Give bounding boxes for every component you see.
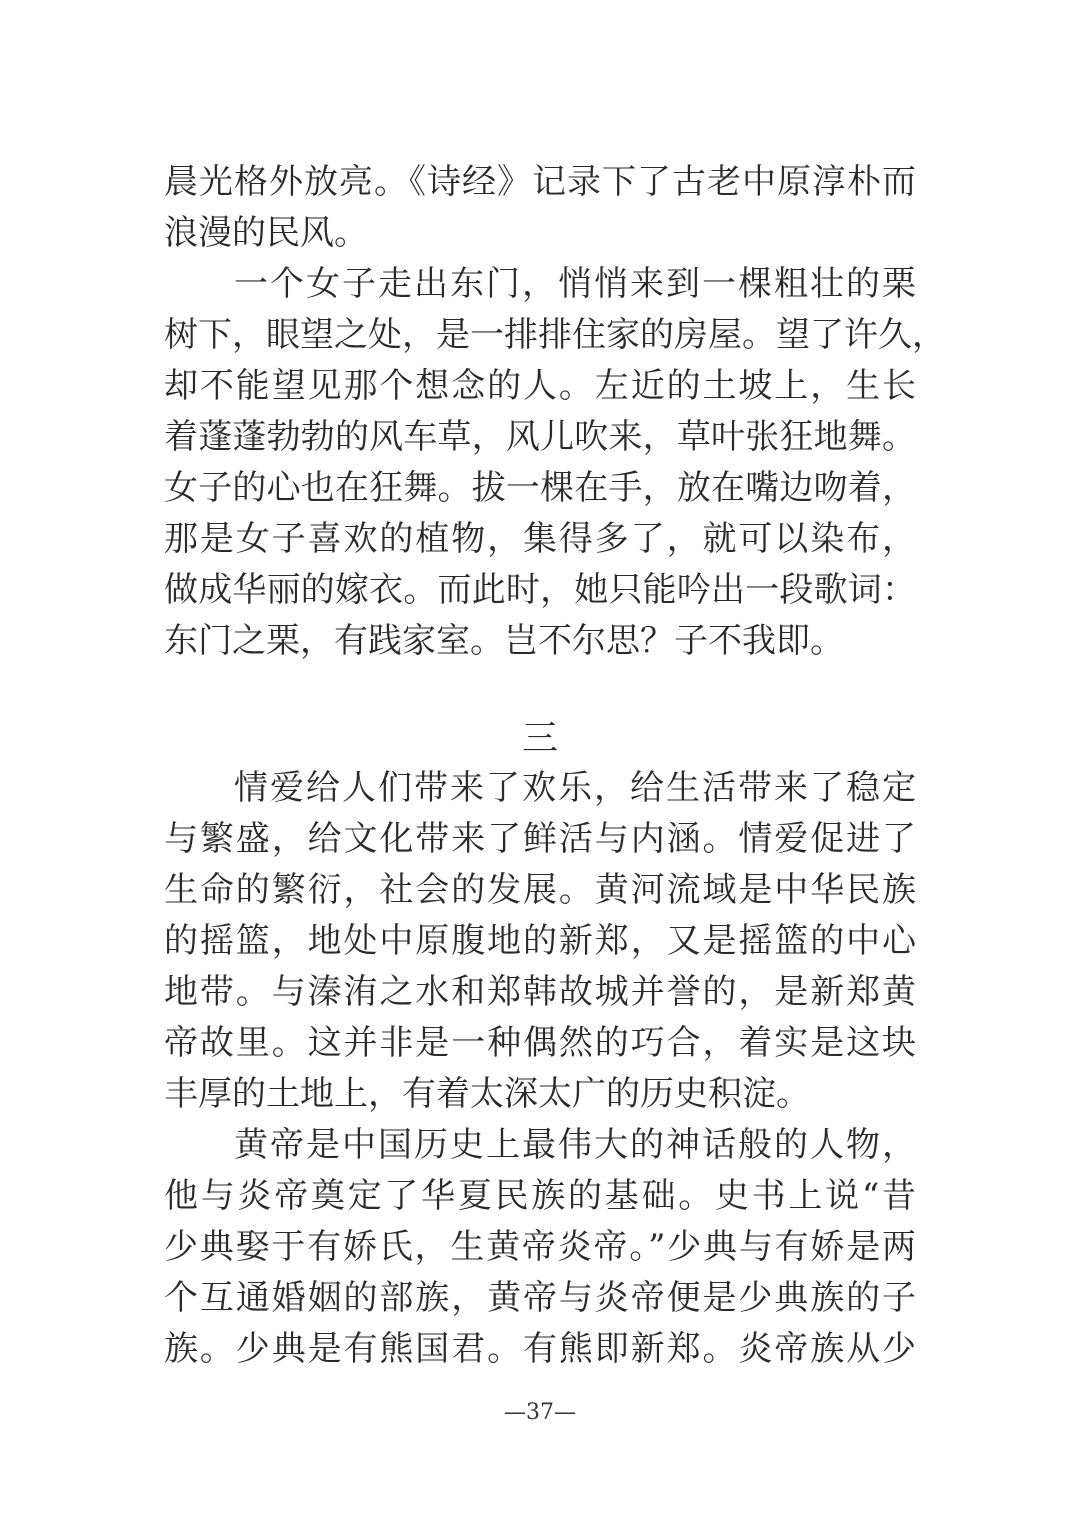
text-line: 丰厚的土地上，有着太深太广的历史积淀。 bbox=[164, 1074, 810, 1114]
text-line: 做成华丽的嫁衣。而此时，她只能吟出一段歌词： bbox=[164, 570, 916, 610]
text-line: 一个女子走出东门，悄悄来到一棵粗壮的栗 bbox=[234, 264, 916, 304]
paragraph-block-1 bbox=[164, 157, 946, 667]
page-number: —37— bbox=[504, 1400, 576, 1425]
text-line: 女子的心也在狂舞。拔一棵在手，放在嘴边吻着， bbox=[164, 468, 916, 508]
text-line: 帝故里。这并非是一种偶然的巧合，着实是这块 bbox=[164, 1023, 916, 1063]
paragraph-block-2 bbox=[164, 763, 916, 1375]
text-line: 晨光格外放亮。《诗经》记录下了古老中原淳朴而 bbox=[164, 162, 916, 202]
text-line: 他与炎帝奠定了华夏民族的基础。史书上说“昔 bbox=[164, 1176, 916, 1216]
text-line: 与繁盛，给文化带来了鲜活与内涵。情爱促进了 bbox=[164, 819, 916, 859]
text-line: 个互通婚姻的部族，黄帝与炎帝便是少典族的子 bbox=[164, 1278, 916, 1318]
text-line: 浪漫的民风。 bbox=[164, 213, 368, 253]
text-line: 族。少典是有熊国君。有熊即新郑。炎帝族从少 bbox=[164, 1329, 916, 1369]
text-line: 情爱给人们带来了欢乐，给生活带来了稳定 bbox=[234, 768, 916, 808]
text-line: 地带。与溱洧之水和郑韩故城并誉的，是新郑黄 bbox=[164, 972, 916, 1012]
section-heading: 三 bbox=[521, 718, 558, 759]
text-line: 少典娶于有娇氏，生黄帝炎帝。”少典与有娇是两 bbox=[164, 1227, 916, 1267]
text-line: 的摇篮，地处中原腹地的新郑，又是摇篮的中心 bbox=[164, 921, 916, 961]
text-line: 那是女子喜欢的植物，集得多了，就可以染布， bbox=[164, 519, 916, 559]
text-line: 东门之栗，有践家室。岂不尔思？子不我即。 bbox=[164, 621, 844, 661]
text-line: 黄帝是中国历史上最伟大的神话般的人物， bbox=[234, 1125, 916, 1165]
text-line: 却不能望见那个想念的人。左近的土坡上，生长 bbox=[164, 366, 916, 406]
text-line: 树下，眼望之处，是一排排住家的房屋。望了许久， bbox=[164, 315, 946, 355]
text-line: 生命的繁衍，社会的发展。黄河流域是中华民族 bbox=[164, 870, 916, 910]
text-line: 着蓬蓬勃勃的风车草，风儿吹来，草叶张狂地舞。 bbox=[164, 417, 916, 457]
